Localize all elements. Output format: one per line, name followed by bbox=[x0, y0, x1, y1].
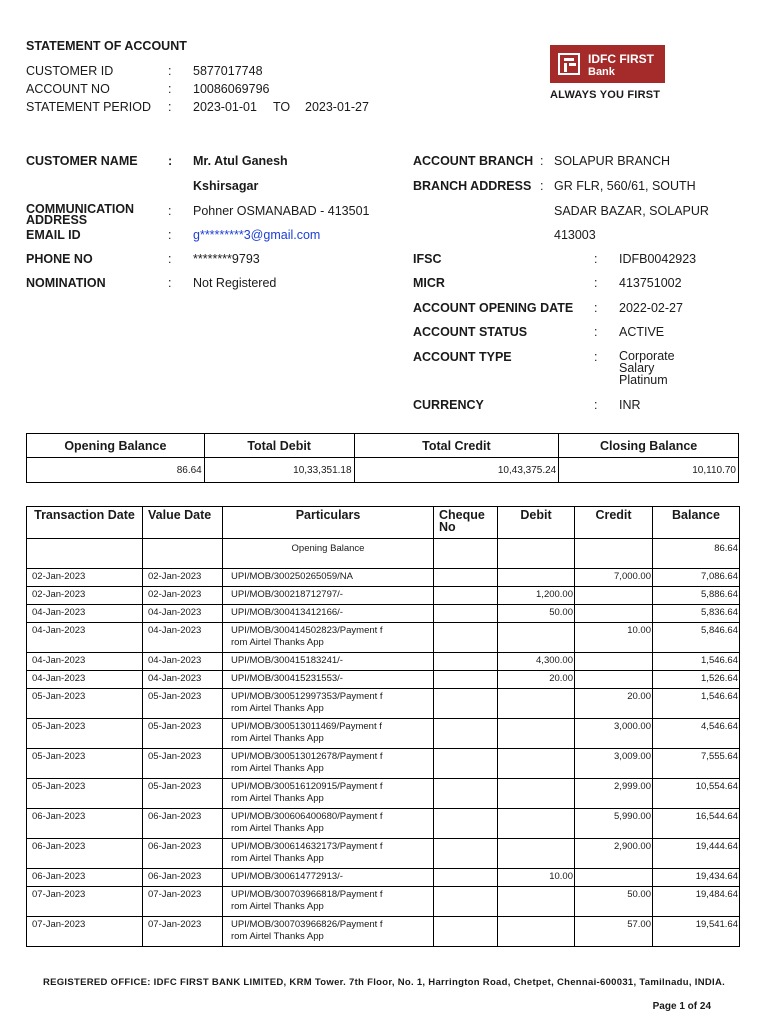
cheque-cell bbox=[434, 749, 498, 779]
balance-cell: 1,546.64 bbox=[653, 653, 740, 671]
transaction-row bbox=[27, 887, 740, 917]
bank-tagline: ALWAYS YOU FIRST bbox=[550, 89, 661, 101]
particulars-line1: UPI/MOB/300614632173/Payment f bbox=[231, 841, 383, 852]
debit-cell bbox=[498, 689, 575, 719]
value-date-cell: 07-Jan-2023 bbox=[143, 887, 223, 917]
particulars-cell bbox=[223, 869, 434, 887]
balance-cell: 16,544.64 bbox=[653, 809, 740, 839]
debit-cell bbox=[498, 917, 575, 947]
particulars-line2: rom Airtel Thanks App bbox=[231, 931, 324, 942]
txn-date-cell: 02-Jan-2023 bbox=[27, 569, 143, 587]
value-date-cell: 04-Jan-2023 bbox=[143, 671, 223, 689]
comm-label-line2: ADDRESS bbox=[26, 213, 88, 227]
currency-label: CURRENCY bbox=[413, 398, 484, 412]
registered-office-footer: REGISTERED OFFICE: IDFC FIRST BANK LIMITED, KRM Tower. 7th Floor, No. 1, Harrington Road, Chetpet, Chennai-600031, Tamilnadu, INDIA. bbox=[42, 977, 726, 988]
customer-id-label: CUSTOMER ID bbox=[26, 64, 114, 78]
account-type-value bbox=[619, 350, 675, 386]
value-date-cell: 07-Jan-2023 bbox=[143, 917, 223, 947]
account-branch-label: ACCOUNT BRANCH bbox=[413, 154, 534, 168]
colon: : bbox=[168, 276, 172, 290]
cheque-cell bbox=[434, 539, 498, 569]
email-value[interactable]: g*********3@gmail.com bbox=[193, 228, 321, 242]
communication-address-value: Pohner OSMANABAD - 413501 bbox=[193, 204, 370, 218]
txn-date-cell: 05-Jan-2023 bbox=[27, 779, 143, 809]
value-date-cell: 05-Jan-2023 bbox=[143, 719, 223, 749]
account-opening-date-value: 2022-02-27 bbox=[619, 301, 683, 315]
balance-cell: 1,546.64 bbox=[653, 689, 740, 719]
cheque-no-header bbox=[434, 507, 498, 539]
total-debit-value: 10,33,351.18 bbox=[204, 458, 354, 483]
value-date-cell: 04-Jan-2023 bbox=[143, 653, 223, 671]
particulars-line2: rom Airtel Thanks App bbox=[231, 733, 324, 744]
credit-cell: 20.00 bbox=[575, 689, 653, 719]
credit-cell bbox=[575, 605, 653, 623]
txn-date-cell: 04-Jan-2023 bbox=[27, 623, 143, 653]
ifsc-value: IDFB0042923 bbox=[619, 252, 697, 266]
particulars-line1: UPI/MOB/300703966818/Payment f bbox=[231, 889, 383, 900]
colon: : bbox=[594, 252, 598, 266]
transactions-table bbox=[26, 506, 740, 947]
particulars-cell bbox=[223, 749, 434, 779]
balance-header: Balance bbox=[653, 507, 740, 539]
transaction-row bbox=[27, 671, 740, 689]
period-to: 2023-01-27 bbox=[305, 100, 369, 114]
balance-cell: 5,836.64 bbox=[653, 605, 740, 623]
balance-cell: 4,546.64 bbox=[653, 719, 740, 749]
balance-cell: 7,086.64 bbox=[653, 569, 740, 587]
value-date-cell: 02-Jan-2023 bbox=[143, 569, 223, 587]
balance-cell: 19,434.64 bbox=[653, 869, 740, 887]
customer-name-line1: Mr. Atul Ganesh bbox=[193, 154, 288, 168]
transaction-row bbox=[27, 569, 740, 587]
debit-cell: 1,200.00 bbox=[498, 587, 575, 605]
txn-date-cell bbox=[27, 539, 143, 569]
txn-date-cell: 02-Jan-2023 bbox=[27, 587, 143, 605]
logo-text-line2: Bank bbox=[588, 66, 615, 78]
particulars-cell bbox=[223, 653, 434, 671]
cheque-cell bbox=[434, 839, 498, 869]
particulars-cell bbox=[223, 671, 434, 689]
txn-date-cell: 06-Jan-2023 bbox=[27, 869, 143, 887]
cheque-cell bbox=[434, 623, 498, 653]
particulars-line1: UPI/MOB/300250265059/NA bbox=[231, 571, 353, 582]
txn-date-cell: 07-Jan-2023 bbox=[27, 887, 143, 917]
particulars-line2: rom Airtel Thanks App bbox=[231, 793, 324, 804]
credit-cell: 5,990.00 bbox=[575, 809, 653, 839]
txn-date-cell: 05-Jan-2023 bbox=[27, 689, 143, 719]
transaction-row bbox=[27, 779, 740, 809]
particulars-line1: UPI/MOB/300415231553/- bbox=[231, 673, 343, 684]
transaction-row bbox=[27, 623, 740, 653]
value-date-cell: 04-Jan-2023 bbox=[143, 623, 223, 653]
ifsc-label: IFSC bbox=[413, 252, 442, 266]
period-to-label: TO bbox=[273, 100, 291, 114]
cheque-cell bbox=[434, 719, 498, 749]
balance-cell: 10,554.64 bbox=[653, 779, 740, 809]
particulars-cell bbox=[223, 719, 434, 749]
particulars-line2: rom Airtel Thanks App bbox=[231, 763, 324, 774]
total-credit-value: 10,43,375.24 bbox=[354, 458, 559, 483]
account-type-line1: Corporate bbox=[619, 349, 675, 363]
particulars-line2: rom Airtel Thanks App bbox=[231, 853, 324, 864]
debit-cell: 10.00 bbox=[498, 869, 575, 887]
balance-cell: 19,444.64 bbox=[653, 839, 740, 869]
statement-title: STATEMENT OF ACCOUNT bbox=[26, 39, 187, 53]
account-no-value: 10086069796 bbox=[193, 82, 270, 96]
credit-cell bbox=[575, 869, 653, 887]
debit-cell bbox=[498, 623, 575, 653]
closing-balance-header: Closing Balance bbox=[559, 434, 739, 458]
transaction-row bbox=[27, 605, 740, 623]
colon: : bbox=[168, 204, 172, 218]
txn-date-cell: 04-Jan-2023 bbox=[27, 671, 143, 689]
bank-logo bbox=[550, 45, 665, 83]
account-no-label: ACCOUNT NO bbox=[26, 82, 110, 96]
credit-cell: 2,999.00 bbox=[575, 779, 653, 809]
credit-cell: 50.00 bbox=[575, 887, 653, 917]
particulars-line1: UPI/MOB/300415183241/- bbox=[231, 655, 343, 666]
debit-cell: 50.00 bbox=[498, 605, 575, 623]
communication-address-label bbox=[26, 204, 134, 226]
particulars-line1: UPI/MOB/300513011469/Payment f bbox=[231, 721, 382, 732]
cheque-cell bbox=[434, 887, 498, 917]
transaction-row bbox=[27, 689, 740, 719]
debit-cell bbox=[498, 719, 575, 749]
closing-balance-value: 10,110.70 bbox=[559, 458, 739, 483]
credit-header: Credit bbox=[575, 507, 653, 539]
colon: : bbox=[168, 252, 172, 266]
particulars-line2: rom Airtel Thanks App bbox=[231, 637, 324, 648]
debit-cell bbox=[498, 809, 575, 839]
credit-cell bbox=[575, 587, 653, 605]
logo-mark-icon bbox=[558, 53, 580, 75]
cheque-cell bbox=[434, 653, 498, 671]
particulars-line1: UPI/MOB/300513012678/Payment f bbox=[231, 751, 383, 762]
cheque-cell bbox=[434, 671, 498, 689]
credit-cell: 3,009.00 bbox=[575, 749, 653, 779]
value-date-cell bbox=[143, 539, 223, 569]
opening-balance-header: Opening Balance bbox=[27, 434, 205, 458]
nomination-label: NOMINATION bbox=[26, 276, 106, 290]
phone-value: ********9793 bbox=[193, 252, 260, 266]
colon: : bbox=[168, 64, 172, 78]
account-type-line3: Platinum bbox=[619, 373, 668, 387]
particulars-cell bbox=[223, 779, 434, 809]
cheque-cell bbox=[434, 779, 498, 809]
debit-cell: 20.00 bbox=[498, 671, 575, 689]
credit-cell bbox=[575, 539, 653, 569]
branch-address-line1: GR FLR, 560/61, SOUTH bbox=[554, 179, 696, 193]
account-status-label: ACCOUNT STATUS bbox=[413, 325, 528, 339]
value-date-cell: 04-Jan-2023 bbox=[143, 605, 223, 623]
transaction-row bbox=[27, 719, 740, 749]
logo-text-line1: IDFC FIRST bbox=[588, 52, 654, 66]
credit-cell: 7,000.00 bbox=[575, 569, 653, 587]
summary-value-row bbox=[27, 458, 739, 483]
particulars-line2: rom Airtel Thanks App bbox=[231, 901, 324, 912]
colon: : bbox=[168, 100, 172, 114]
micr-label: MICR bbox=[413, 276, 445, 290]
period-from: 2023-01-01 bbox=[193, 100, 257, 114]
cheque-header-line2: No bbox=[439, 520, 456, 534]
particulars-cell bbox=[223, 887, 434, 917]
txn-date-cell: 06-Jan-2023 bbox=[27, 839, 143, 869]
customer-name-label: CUSTOMER NAME bbox=[26, 154, 138, 168]
cheque-cell bbox=[434, 587, 498, 605]
txn-date-cell: 05-Jan-2023 bbox=[27, 749, 143, 779]
transaction-row bbox=[27, 917, 740, 947]
page-number: Page 1 of 24 bbox=[652, 1001, 711, 1012]
particulars-line1: UPI/MOB/300413412166/- bbox=[231, 607, 343, 618]
transaction-date-header: Transaction Date bbox=[27, 507, 143, 539]
cheque-header-line1: Cheque bbox=[439, 508, 485, 522]
phone-label: PHONE NO bbox=[26, 252, 93, 266]
transaction-row bbox=[27, 839, 740, 869]
account-status-value: ACTIVE bbox=[619, 325, 665, 339]
summary-header-row bbox=[27, 434, 739, 458]
colon: : bbox=[594, 325, 598, 339]
particulars-line1: UPI/MOB/300606400680/Payment f bbox=[231, 811, 383, 822]
debit-cell bbox=[498, 779, 575, 809]
balance-cell: 5,886.64 bbox=[653, 587, 740, 605]
account-branch-value: SOLAPUR BRANCH bbox=[554, 154, 670, 168]
cheque-cell bbox=[434, 869, 498, 887]
micr-value: 413751002 bbox=[619, 276, 682, 290]
particulars-cell bbox=[223, 917, 434, 947]
particulars-line1: UPI/MOB/300614772913/- bbox=[231, 871, 343, 882]
balance-cell: 1,526.64 bbox=[653, 671, 740, 689]
customer-name-line2: Kshirsagar bbox=[193, 179, 259, 193]
cheque-cell bbox=[434, 605, 498, 623]
debit-cell bbox=[498, 539, 575, 569]
debit-header: Debit bbox=[498, 507, 575, 539]
branch-address-line2: SADAR BAZAR, SOLAPUR bbox=[554, 204, 709, 218]
total-credit-header: Total Credit bbox=[354, 434, 559, 458]
transaction-row bbox=[27, 653, 740, 671]
account-opening-date-label: ACCOUNT OPENING DATE bbox=[413, 301, 574, 315]
balance-summary-table bbox=[26, 433, 739, 483]
txn-date-cell: 06-Jan-2023 bbox=[27, 809, 143, 839]
opening-balance-value: 86.64 bbox=[27, 458, 205, 483]
particulars-cell bbox=[223, 623, 434, 653]
colon: : bbox=[594, 398, 598, 412]
branch-address-label: BRANCH ADDRESS bbox=[413, 179, 532, 193]
txn-date-cell: 04-Jan-2023 bbox=[27, 653, 143, 671]
credit-cell: 57.00 bbox=[575, 917, 653, 947]
particulars-line1: UPI/MOB/300414502823/Payment f bbox=[231, 625, 383, 636]
debit-cell bbox=[498, 887, 575, 917]
value-date-cell: 06-Jan-2023 bbox=[143, 839, 223, 869]
particulars-line1: UPI/MOB/300703966826/Payment f bbox=[231, 919, 383, 930]
debit-cell: 4,300.00 bbox=[498, 653, 575, 671]
credit-cell: 2,900.00 bbox=[575, 839, 653, 869]
cheque-cell bbox=[434, 917, 498, 947]
particulars-header: Particulars bbox=[223, 507, 434, 539]
balance-cell: 19,541.64 bbox=[653, 917, 740, 947]
value-date-cell: 06-Jan-2023 bbox=[143, 809, 223, 839]
particulars-cell bbox=[223, 689, 434, 719]
particulars-cell bbox=[223, 605, 434, 623]
value-date-cell: 02-Jan-2023 bbox=[143, 587, 223, 605]
statement-period-label: STATEMENT PERIOD bbox=[26, 100, 152, 114]
credit-cell bbox=[575, 653, 653, 671]
transaction-row bbox=[27, 749, 740, 779]
particulars-line1: UPI/MOB/300516120915/Payment f bbox=[231, 781, 383, 792]
particulars-line1: UPI/MOB/300218712797/- bbox=[231, 589, 343, 600]
colon: : bbox=[594, 301, 598, 315]
branch-address-line3: 413003 bbox=[554, 228, 596, 242]
transaction-row bbox=[27, 587, 740, 605]
particulars-cell bbox=[223, 809, 434, 839]
balance-cell: 19,484.64 bbox=[653, 887, 740, 917]
value-date-cell: 06-Jan-2023 bbox=[143, 869, 223, 887]
particulars-line2: rom Airtel Thanks App bbox=[231, 703, 324, 714]
balance-cell: 7,555.64 bbox=[653, 749, 740, 779]
opening-balance-row bbox=[27, 539, 740, 569]
particulars-cell bbox=[223, 839, 434, 869]
particulars-line2: rom Airtel Thanks App bbox=[231, 823, 324, 834]
value-date-cell: 05-Jan-2023 bbox=[143, 689, 223, 719]
particulars-cell bbox=[223, 569, 434, 587]
email-label: EMAIL ID bbox=[26, 228, 81, 242]
cheque-cell bbox=[434, 569, 498, 587]
nomination-value: Not Registered bbox=[193, 276, 277, 290]
value-date-cell: 05-Jan-2023 bbox=[143, 749, 223, 779]
credit-cell: 10.00 bbox=[575, 623, 653, 653]
particulars-cell bbox=[223, 587, 434, 605]
particulars-line1: UPI/MOB/300512997353/Payment f bbox=[231, 691, 383, 702]
account-type-line2: Salary bbox=[619, 361, 655, 375]
colon: : bbox=[540, 154, 544, 168]
debit-cell bbox=[498, 749, 575, 779]
colon: : bbox=[594, 276, 598, 290]
credit-cell: 3,000.00 bbox=[575, 719, 653, 749]
txn-date-cell: 05-Jan-2023 bbox=[27, 719, 143, 749]
colon: : bbox=[168, 228, 172, 242]
account-type-label: ACCOUNT TYPE bbox=[413, 350, 512, 364]
value-date-header: Value Date bbox=[143, 507, 223, 539]
customer-id-value: 5877017748 bbox=[193, 64, 263, 78]
colon: : bbox=[168, 82, 172, 96]
comm-label-line1: COMMUNICATION bbox=[26, 202, 135, 216]
txn-date-cell: 07-Jan-2023 bbox=[27, 917, 143, 947]
colon: : bbox=[168, 154, 173, 168]
credit-cell bbox=[575, 671, 653, 689]
transaction-row bbox=[27, 869, 740, 887]
colon: : bbox=[540, 179, 544, 193]
opening-balance-amount: 86.64 bbox=[653, 539, 740, 569]
value-date-cell: 05-Jan-2023 bbox=[143, 779, 223, 809]
cheque-cell bbox=[434, 689, 498, 719]
balance-cell: 5,846.64 bbox=[653, 623, 740, 653]
transactions-header-row bbox=[27, 507, 740, 539]
opening-balance-label: Opening Balance bbox=[223, 539, 434, 569]
txn-date-cell: 04-Jan-2023 bbox=[27, 605, 143, 623]
total-debit-header: Total Debit bbox=[204, 434, 354, 458]
cheque-cell bbox=[434, 809, 498, 839]
debit-cell bbox=[498, 569, 575, 587]
debit-cell bbox=[498, 839, 575, 869]
currency-value: INR bbox=[619, 398, 641, 412]
colon: : bbox=[594, 350, 598, 364]
transaction-row bbox=[27, 809, 740, 839]
